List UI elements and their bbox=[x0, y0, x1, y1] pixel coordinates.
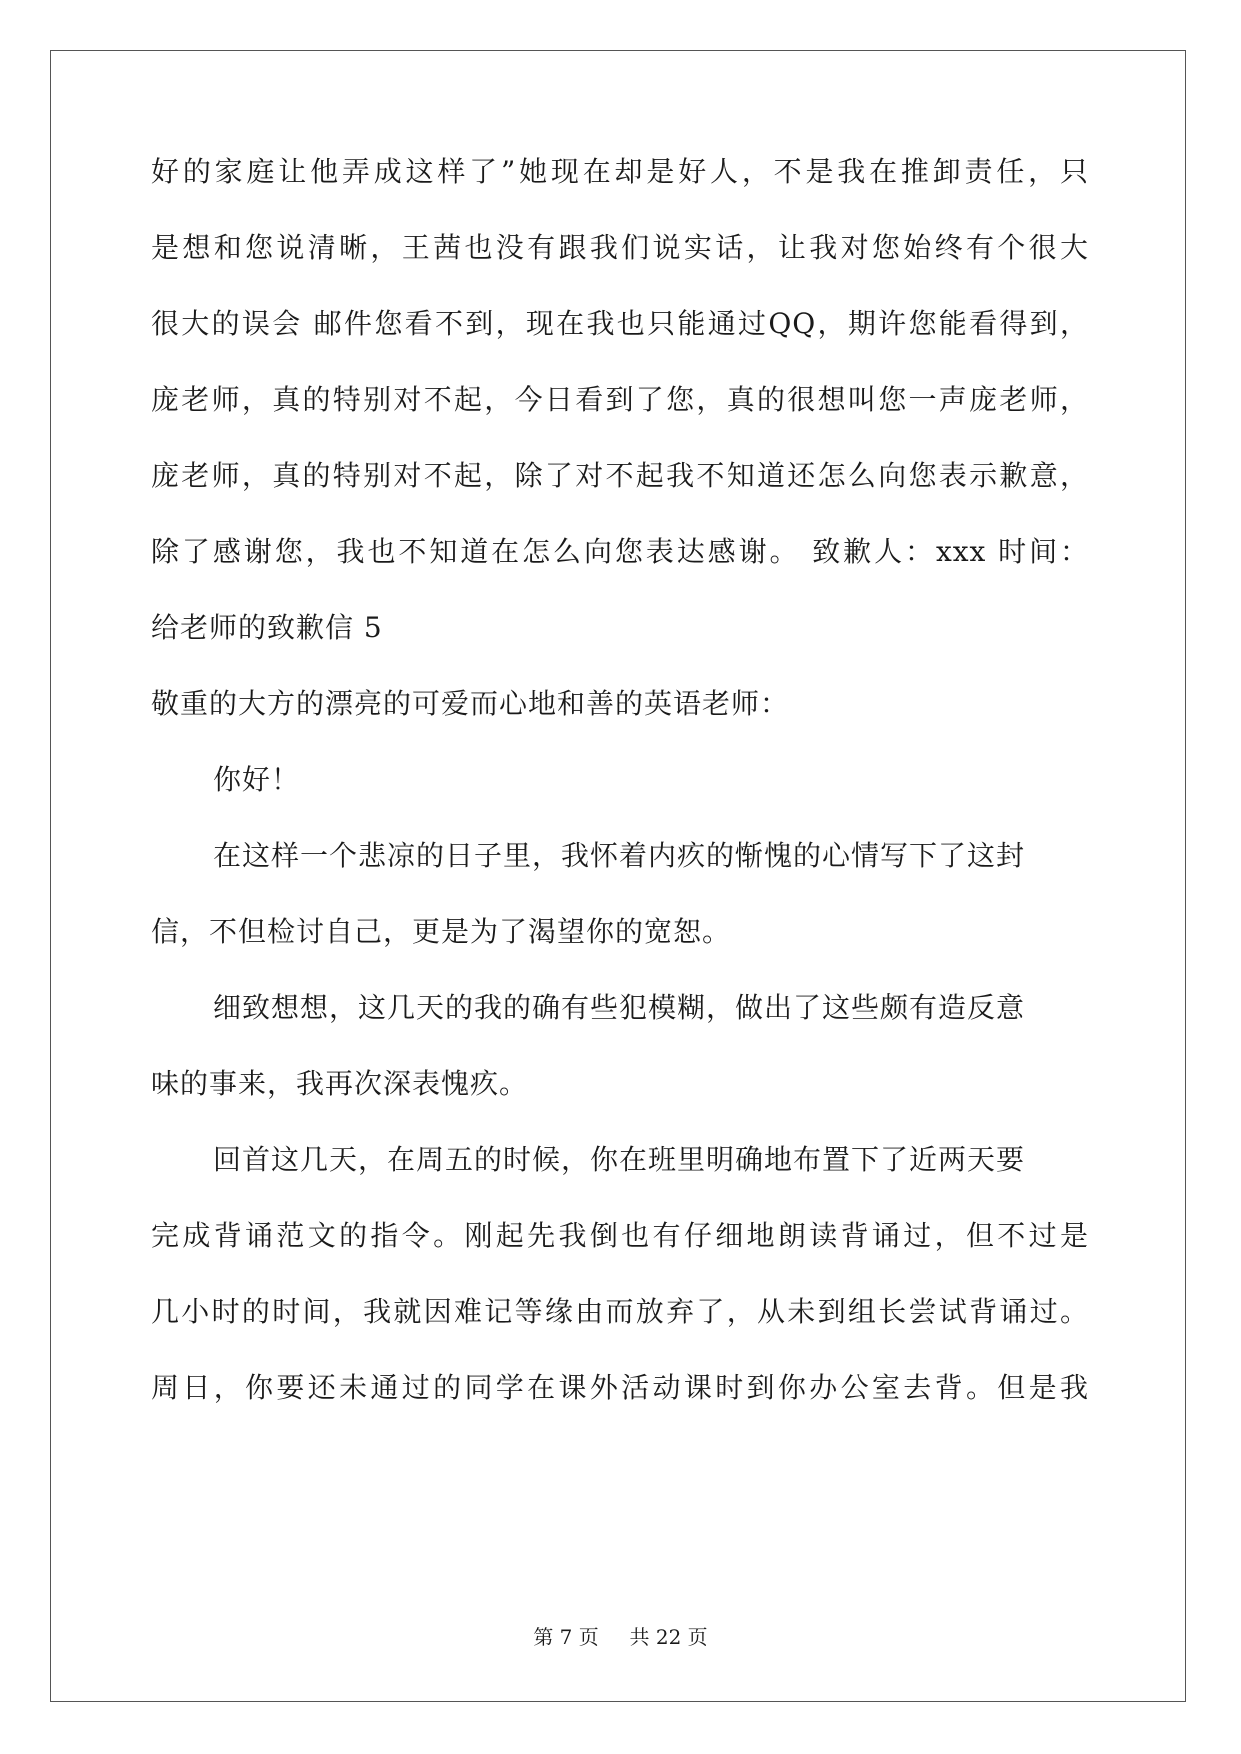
page-border bbox=[50, 50, 1186, 1702]
page-number: 第 7 页 bbox=[533, 1625, 599, 1649]
text-line: 完成背诵范文的指令。刚起先我倒也有仔细地朗读背诵过，但不过是 bbox=[151, 1219, 1089, 1252]
text-line: 好的家庭让他弄成这样了”她现在却是好人，不是我在推卸责任，只 bbox=[151, 155, 1089, 188]
text-line: 几小时的时间，我就因难记等缘由而放弃了，从未到组长尝试背诵过。 bbox=[151, 1295, 1089, 1328]
text-line: 除了感谢您，我也不知道在怎么向您表达感谢。 致歉人：xxx 时间： bbox=[151, 535, 1089, 568]
text-line: 庞老师，真的特别对不起，除了对不起我不知道还怎么向您表示歉意， bbox=[151, 459, 1089, 492]
salutation: 敬重的大方的漂亮的可爱而心地和善的英语老师： bbox=[151, 687, 790, 720]
text-line: 很大的误会 邮件您看不到，现在我也只能通过QQ，期许您能看得到， bbox=[151, 307, 1089, 340]
text-line: 味的事来，我再次深表愧疚。 bbox=[151, 1067, 529, 1100]
greeting: 你好！ bbox=[213, 763, 301, 796]
paragraph-start: 细致想想，这几天的我的确有些犯模糊，做出了这些颇有造反意 bbox=[213, 991, 1026, 1024]
section-heading: 给老师的致歉信 5 bbox=[151, 611, 383, 644]
paragraph-start: 在这样一个悲凉的日子里，我怀着内疚的惭愧的心情写下了这封 bbox=[213, 839, 1026, 872]
text-line: 是想和您说清晰，王茜也没有跟我们说实话，让我对您始终有个很大 bbox=[151, 231, 1089, 264]
page-total: 共 22 页 bbox=[629, 1625, 708, 1649]
text-line: 庞老师，真的特别对不起，今日看到了您，真的很想叫您一声庞老师， bbox=[151, 383, 1089, 416]
text-line: 信，不但检讨自己，更是为了渴望你的宽恕。 bbox=[151, 915, 732, 948]
page-footer bbox=[0, 1623, 1241, 1651]
paragraph-start: 回首这几天，在周五的时候，你在班里明确地布置下了近两天要 bbox=[213, 1143, 1026, 1176]
text-line: 周日，你要还未通过的同学在课外活动课时到你办公室去背。但是我 bbox=[151, 1371, 1089, 1404]
